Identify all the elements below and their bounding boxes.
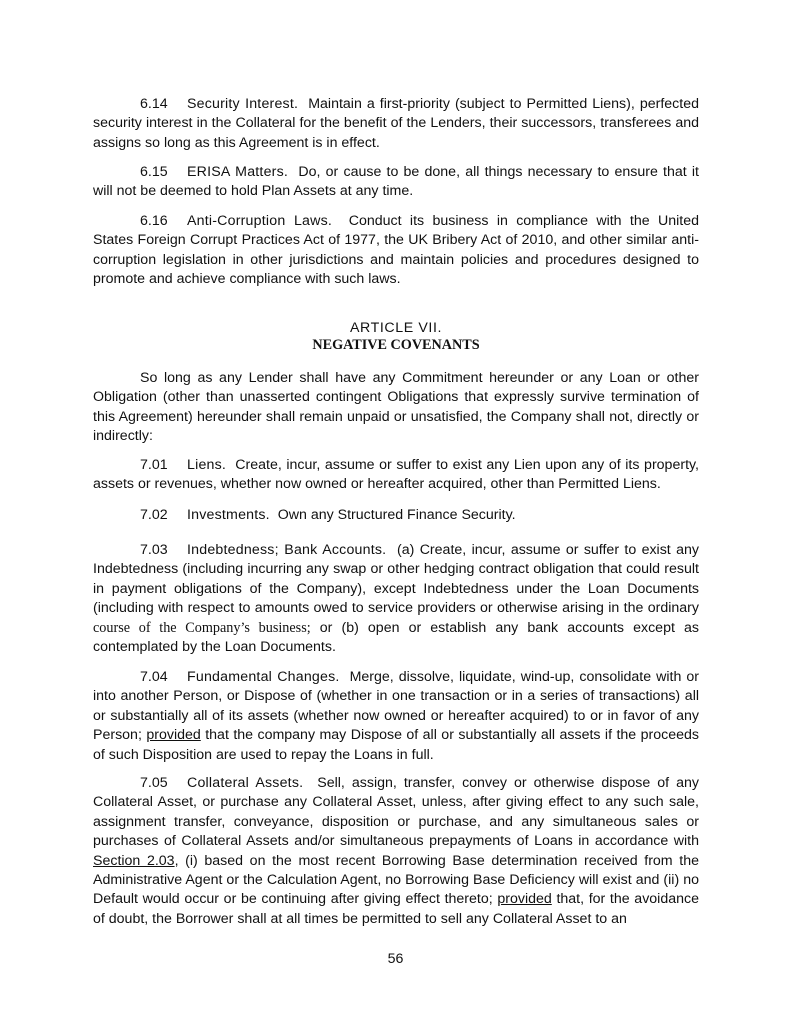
section-7-04 xyxy=(93,668,699,765)
section-text: that the company may Dispose of all or substantially all assets if the proceeds of such Disposition are used to repay the Loans in full. xyxy=(93,727,699,763)
section-title: ERISA Matters. xyxy=(187,164,289,180)
section-number: 7.02 xyxy=(140,507,168,523)
section-6-14 xyxy=(93,95,699,153)
section-number: 7.04 xyxy=(140,669,168,685)
section-number: 7.05 xyxy=(140,775,168,791)
section-number: 6.16 xyxy=(140,213,168,229)
article-intro: So long as any Lender shall have any Commitment hereunder or any Loan or other Obligation (other than unasserted contingent Obligations that expressly survive termination of this Agreement) hereunder shall remain unpaid or unsatisfied, the Company shall not, directly or indirectly: xyxy=(93,370,699,445)
section-7-03 xyxy=(93,541,699,657)
section-text: Conduct its business in compliance with the United States Foreign Corrupt Practices Act of 1977, the UK Bribery Act of 2010, and other similar anti-corruption legislation in other jurisdictions and maintain policies and procedures designed to promote and achieve compliance with such laws. xyxy=(93,213,699,288)
section-title: Liens. xyxy=(187,457,227,473)
section-text-serif: course of the Company’s business; xyxy=(93,619,311,636)
section-text: Create, incur, assume or suffer to exist any Lien upon any of its property, assets or revenues, whether now owned or hereafter acquired, other than Permitted Liens. xyxy=(93,457,699,493)
section-6-15 xyxy=(93,163,699,202)
section-text: (a) Create, incur, assume or suffer to exist any Indebtedness (including incurring any swap or other hedging contract obligation that could result in payment obligations of the Company), except Indebtedness under the Loan Documents (including with respect to amounts owed to service providers or otherwise arising in the ordinary xyxy=(93,542,699,617)
section-text: Merge, dissolve, liquidate, wind-up, consolidate with or into another Person, or Dispose of (whether in one transaction or in a series of transactions) all or substantially all of its assets (whether now owned or hereafter acquired) to or in favor of any Person; xyxy=(93,669,699,744)
section-text: Do, or cause to be done, all things necessary to ensure that it will not be deemed to hold Plan Assets at any time. xyxy=(93,164,699,200)
section-title: Security Interest. xyxy=(187,96,299,112)
section-title: Indebtedness; Bank Accounts. xyxy=(187,542,387,558)
section-number: 7.03 xyxy=(140,542,168,558)
section-number: 7.01 xyxy=(140,457,168,473)
section-title: Investments. xyxy=(187,507,270,523)
section-title: Anti-Corruption Laws. xyxy=(187,213,333,229)
provided-term: provided xyxy=(146,727,201,744)
section-text: Sell, assign, transfer, convey or otherwise dispose of any Collateral Asset, or purchase any Collateral Asset, unless, after giving effect to any such sale, assignment transfer, conveyance, disposition or purchase, and any simultaneous sales or purchases of Collateral Assets and/or simultaneous prepayments of Loans in accordance with xyxy=(93,775,699,850)
section-number: 6.15 xyxy=(140,164,168,180)
section-text: Own any Structured Finance Security. xyxy=(277,507,516,523)
section-title: Fundamental Changes. xyxy=(187,669,340,685)
section-number: 6.14 xyxy=(140,96,168,112)
section-text: , (i) based on the most recent Borrowing Base determination received from the Administrative Agent or the Calculation Agent, no Borrowing Base Deficiency will exist and (ii) no Default would occur or be continuing after giving effect thereto; xyxy=(93,852,699,908)
section-7-05 xyxy=(93,774,699,929)
provided-term: provided xyxy=(497,891,552,908)
section-title: Collateral Assets. xyxy=(187,775,304,791)
section-text: Maintain a first-priority (subject to Permitted Liens), perfected security interest in the Collateral for the benefit of the Lenders, their successors, transferees and assigns so long as this Agreement is in effect. xyxy=(93,96,699,151)
section-text: or (b) open or establish any bank accounts except as contemplated by the Loan Documents. xyxy=(93,619,699,656)
section-6-16 xyxy=(93,212,699,290)
section-7-01 xyxy=(93,456,699,495)
section-text: that, for the avoidance of doubt, the Borrower shall at all times be permitted to sell any Collateral Asset to an xyxy=(93,891,699,927)
article-number: ARTICLE VII. xyxy=(349,320,443,336)
page-number: 56 xyxy=(387,951,404,967)
section-reference-link[interactable]: Section 2.03 xyxy=(93,852,175,869)
section-7-02 xyxy=(93,506,699,525)
article-title: NEGATIVE COVENANTS xyxy=(312,337,480,353)
